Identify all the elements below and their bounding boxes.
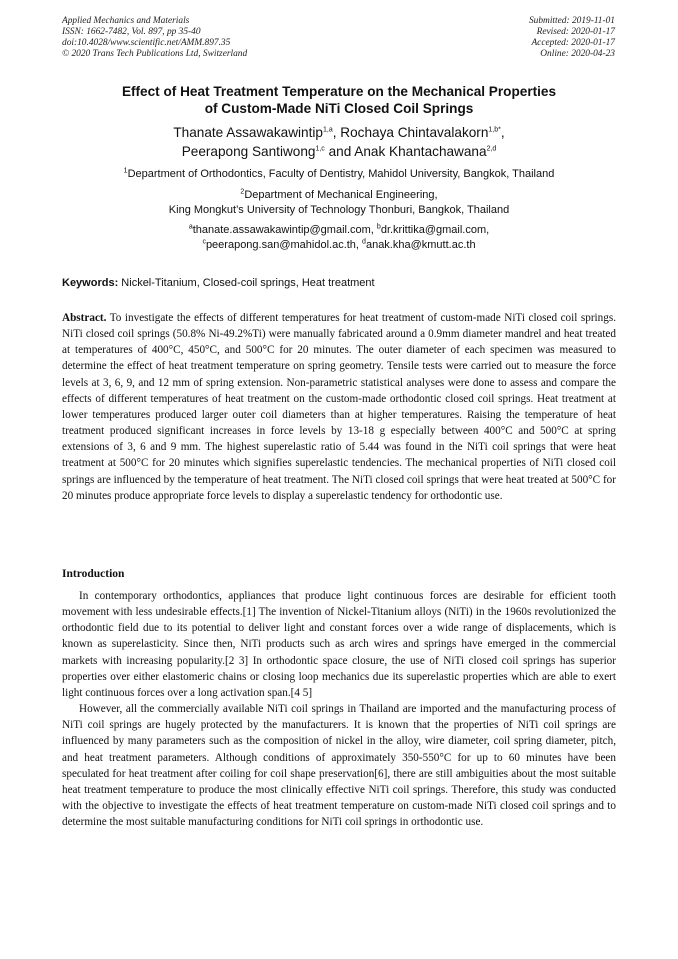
abstract-label: Abstract. xyxy=(62,312,107,324)
email-mark: c xyxy=(202,238,206,246)
author-affiliation-mark: 1,b* xyxy=(488,126,501,134)
affiliation-text: Department of Orthodontics, Faculty of Dentistry, Mahidol University, Bangkok, Thailand xyxy=(127,168,555,180)
author-affiliation-mark: 2,d xyxy=(486,145,497,153)
keywords-label: Keywords: xyxy=(62,277,119,289)
email-link[interactable]: thanate.assawakawintip@gmail.com, xyxy=(192,224,377,236)
date-submitted: Submitted: 2019-11-01 xyxy=(528,16,615,26)
affiliation-mark: 1 xyxy=(123,167,128,175)
email-mark: b xyxy=(376,223,381,231)
journal-doi[interactable]: doi:10.4028/www.scientific.net/AMM.897.35 xyxy=(62,38,231,48)
journal-info xyxy=(62,16,247,60)
keywords-text: Nickel-Titanium, Closed-coil springs, Heat treatment xyxy=(118,277,375,289)
affiliation-text: King Mongkut’s University of Technology Thonburi, Bangkok, Thailand xyxy=(168,204,510,216)
author-name: Anak Khantachawana xyxy=(354,144,487,159)
introduction-body xyxy=(62,588,616,830)
affiliation-mark: 2 xyxy=(240,188,245,196)
author-emails xyxy=(40,223,638,253)
author-separator: and xyxy=(324,144,355,159)
date-accepted: Accepted: 2020-01-17 xyxy=(531,38,615,48)
title-line-1: Effect of Heat Treatment Temperature on the Mechanical Properties xyxy=(121,84,557,99)
author-name: Rochaya Chintavalakorn xyxy=(340,125,489,140)
email-link[interactable]: anak.kha@kmutt.ac.th xyxy=(365,239,476,251)
email-line xyxy=(40,238,638,253)
abstract xyxy=(62,310,616,504)
email-link[interactable]: dr.krittika@gmail.com, xyxy=(380,224,490,236)
affiliation-2 xyxy=(40,188,638,218)
author-list xyxy=(40,123,638,161)
paper-title xyxy=(40,83,638,117)
journal-issn: ISSN: 1662-7482, Vol. 897, pp 35-40 xyxy=(62,27,201,37)
affiliation-line xyxy=(40,188,638,203)
paragraph: However, all the commercially available NiTi coil springs in Thailand are imported and the manufacturing process of NiTi coil springs are hugely protected by the manufacturers. It is known that the properties of NiTi coil springs are influenced by many parameters such as the composition of nickel in the alloy, wire diameter, coil spring diameter, pitch, and heat treatment parameters. Although conditions of approximately 350-550°C for up to 60 minutes have been speculated for heat treatment after coiling for coil shape preservation[6], there are still ambiguities about the most suitable heat treatment temperature to produce the most clinically effective NiTi coil springs. Therefore, this study was conducted with the objective to investigate the effects of heat treatment temperature on custom-made NiTi closed coil springs and to determine the most suitable manufacturing conditions for NiTi coil springs in orthodontic use. xyxy=(62,703,616,829)
author-line-2 xyxy=(40,142,638,161)
section-heading-introduction: Introduction xyxy=(62,568,125,580)
email-mark: a xyxy=(188,223,193,231)
author-affiliation-mark: 1,c xyxy=(315,145,325,153)
paragraph: In contemporary orthodontics, appliances that produce light continuous forces are desirable for efficient tooth movement with less undesirable effects.[1] The invention of Nickel-Titanium alloys (NiTi) in the 1960s revolutionized the orthodontic field due to its potential to deliver light and constant forces over a wide range of displacements, which is known as superelasticity. Since then, NiTi products such as arch wires and springs have emerged in the commercial markets with increasing popularity.[2 3] In orthodontic space closure, the use of NiTi closed coil springs has superior properties over either elastomeric chains or closing loop mechanics due its superelastic properties which are able to exert light continuous forces over a long activation span.[4 5] xyxy=(62,590,616,699)
author-separator: , xyxy=(500,125,505,140)
author-affiliation-mark: 1,a xyxy=(322,126,333,134)
date-revised: Revised: 2020-01-17 xyxy=(536,27,615,37)
affiliation-1 xyxy=(40,167,638,182)
author-line-1 xyxy=(40,123,638,142)
author-name: Thanate Assawakawintip xyxy=(173,125,323,140)
keywords xyxy=(62,276,375,290)
author-separator: , xyxy=(332,125,341,140)
abstract-text: To investigate the effects of different temperatures for heat treatment of custom-made NiTi closed coil springs. NiTi closed coil springs (50.8% Ni-49.2%Ti) were manually fabricated around a 0.9mm diameter mandrel and heat treated at temperatures of 400°C, 450°C, and 500°C for 20 minutes. The outer diameter of each specimen was measured to determine the effect of heat treatment temperature on spring geometry. Tensile tests were carried out to measure the force levels at 3, 6, 9, and 12 mm of spring extension. Non-parametric statistical analyses were done to assess and compare the effects of different temperatures of heat treatment on the custom-made orthodontic closed coil springs. Heat treatment at lower temperatures produced larger outer coil diameters than at higher temperatures. Raising the temperature of heat treatment produced significant increases in force levels by 13-18 g especially between 400°C and 500°C at spring extensions of 3, 6 and 9 mm. The highest superelastic ratio of 5.44 was found in the NiTi coil springs that were heat treatment at 500°C for 20 minutes which signifies superelastic tendencies. The mechanical properties of NiTi closed coil springs are influenced by the temperature of heat treatment. The NiTi closed coil springs that were heat treated at 500°C for 20 minutes produce appropriate force levels to display a superelastic tendency for orthodontic use. xyxy=(62,312,616,502)
journal-copyright: © 2020 Trans Tech Publications Ltd, Switzerland xyxy=(62,49,248,59)
email-link[interactable]: peerapong.san@mahidol.ac.th, xyxy=(205,239,363,251)
publication-dates xyxy=(529,16,615,60)
affiliation-text: Department of Mechanical Engineering, xyxy=(244,189,438,201)
email-mark: d xyxy=(362,238,366,246)
author-name: Peerapong Santiwong xyxy=(181,144,316,159)
title-line-2: of Custom-Made NiTi Closed Coil Springs xyxy=(204,101,474,116)
date-online: Online: 2020-04-23 xyxy=(540,49,615,59)
journal-name: Applied Mechanics and Materials xyxy=(62,16,190,26)
email-line xyxy=(40,223,638,238)
